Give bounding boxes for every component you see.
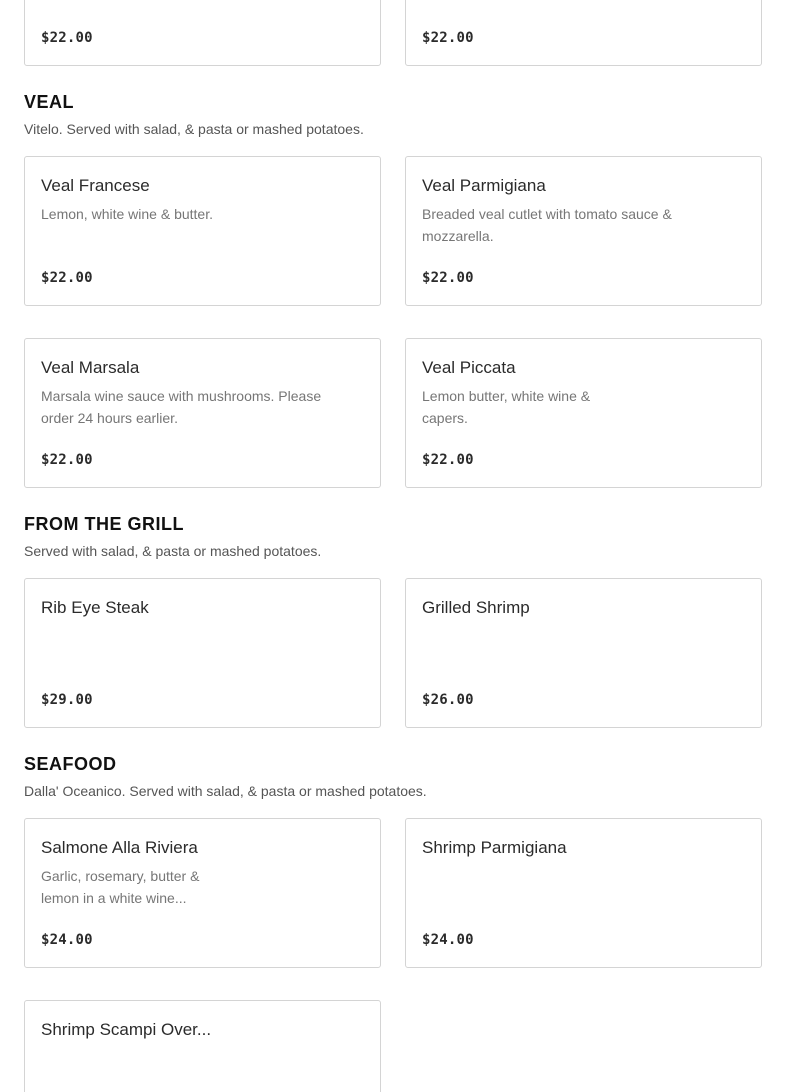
section-subtitle-veal: Vitelo. Served with salad, & pasta or mashed potatoes. xyxy=(24,121,364,137)
item-price: $24.00 xyxy=(422,932,474,948)
item-name: Veal Marsala xyxy=(41,358,140,377)
item-name: Shrimp Scampi Over... xyxy=(41,1020,212,1039)
menu-item-card[interactable] xyxy=(405,578,762,728)
section-subtitle-from-the-grill: Served with salad, & pasta or mashed potatoes. xyxy=(24,543,322,559)
item-description: Breaded veal cutlet with tomato sauce & mozzarella. xyxy=(422,206,672,244)
item-name: Shrimp Parmigiana xyxy=(422,838,567,857)
menu-item-card[interactable] xyxy=(405,338,762,488)
menu-item-card[interactable] xyxy=(24,578,381,728)
section-title-seafood: SEAFOOD xyxy=(24,754,117,774)
item-price: $22.00 xyxy=(422,30,474,46)
menu-item-card[interactable] xyxy=(405,0,762,66)
section-subtitle-seafood: Dalla' Oceanico. Served with salad, & pasta or mashed potatoes. xyxy=(24,783,427,799)
item-price: $22.00 xyxy=(41,270,93,286)
menu-item-card[interactable] xyxy=(24,818,381,968)
menu-item-card[interactable] xyxy=(24,156,381,306)
menu-item-card[interactable] xyxy=(24,1000,381,1092)
item-name: Veal Piccata xyxy=(422,358,516,377)
item-description: Lemon butter, white wine & capers. xyxy=(422,388,591,426)
item-name: Grilled Shrimp xyxy=(422,598,530,617)
item-description: Marsala wine sauce with mushrooms. Please order 24 hours earlier. xyxy=(41,388,322,426)
item-name: Veal Francese xyxy=(41,176,150,195)
item-name: Veal Parmigiana xyxy=(422,176,546,195)
item-description: Lemon, white wine & butter. xyxy=(41,206,213,222)
section-title-veal: VEAL xyxy=(24,92,75,112)
item-name: Rib Eye Steak xyxy=(41,598,149,617)
item-name: Salmone Alla Riviera xyxy=(41,838,198,857)
item-price: $22.00 xyxy=(422,270,474,286)
item-price: $22.00 xyxy=(422,452,474,468)
section-title-from-the-grill: FROM THE GRILL xyxy=(24,514,184,534)
menu-item-card[interactable] xyxy=(24,338,381,488)
item-description: Garlic, rosemary, butter & lemon in a white wine... xyxy=(41,868,200,906)
item-price: $26.00 xyxy=(422,692,474,708)
menu-item-card[interactable] xyxy=(405,156,762,306)
item-price: $29.00 xyxy=(41,692,93,708)
menu-item-card[interactable] xyxy=(405,818,762,968)
item-price: $22.00 xyxy=(41,30,93,46)
item-price: $24.00 xyxy=(41,932,93,948)
menu-item-card[interactable] xyxy=(24,0,381,66)
item-price: $22.00 xyxy=(41,452,93,468)
